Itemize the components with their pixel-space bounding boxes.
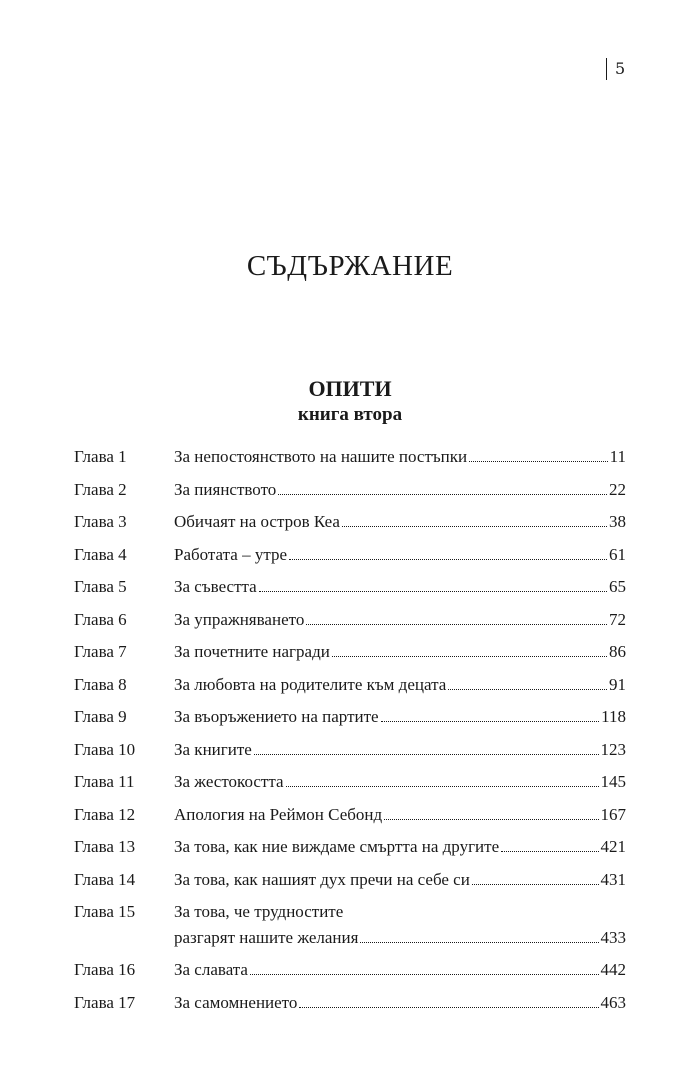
dot-leader <box>384 819 598 820</box>
dot-leader <box>286 786 599 787</box>
chapter-label: Глава 13 <box>74 837 136 856</box>
chapter-title: Обичаят на остров Кеа <box>174 512 340 531</box>
dot-leader <box>332 656 607 657</box>
toc-entry-4[interactable] <box>74 541 626 574</box>
dot-leader <box>448 689 607 690</box>
toc-entry-10[interactable] <box>74 736 626 769</box>
chapter-page: 22 <box>609 479 626 499</box>
toc-heading: СЪДЪРЖАНИЕ <box>246 250 454 282</box>
toc-entry-17[interactable] <box>74 989 626 1022</box>
toc-entry-7[interactable] <box>74 638 626 671</box>
chapter-title: разгарят нашите желания <box>174 928 359 947</box>
toc-entry-2[interactable] <box>74 476 626 509</box>
chapter-page: 118 <box>601 707 626 726</box>
chapter-page: 11 <box>609 447 626 466</box>
chapter-label: Глава 12 <box>74 804 136 824</box>
dot-leader <box>278 494 607 495</box>
chapter-title: За това, как ние виждаме смъртта на другите <box>174 837 500 856</box>
toc-entry-11[interactable] <box>74 768 626 801</box>
chapter-page: 463 <box>600 992 626 1012</box>
chapter-title: За почетните награди <box>174 642 330 661</box>
chapter-label: Глава 9 <box>74 707 127 726</box>
chapter-label: Глава 4 <box>74 544 127 564</box>
dot-leader <box>360 942 598 943</box>
chapter-title: За жестокостта <box>174 772 284 791</box>
chapter-page: 433 <box>600 928 626 947</box>
chapter-page: 65 <box>609 577 626 596</box>
toc-entry-16[interactable] <box>74 956 626 989</box>
chapter-label: Глава 17 <box>74 992 136 1012</box>
chapter-title: За съвестта <box>174 577 257 596</box>
chapter-page: 167 <box>600 804 626 824</box>
chapter-label: Глава 3 <box>74 512 127 531</box>
chapter-title: За непостоянството на нашите постъпки <box>174 447 468 466</box>
dot-leader <box>289 559 607 560</box>
chapter-title: За въоръжението на партите <box>174 707 379 726</box>
chapter-title: За книгите <box>174 739 252 759</box>
chapter-page: 38 <box>609 512 626 531</box>
chapter-page: 123 <box>600 739 626 759</box>
toc-entry-1[interactable] <box>74 443 626 476</box>
dot-leader <box>501 851 598 852</box>
chapter-label: Глава 11 <box>74 772 135 791</box>
dot-leader <box>299 1007 598 1008</box>
chapter-title: За упражняването <box>174 609 305 629</box>
chapter-title: За славата <box>174 960 248 979</box>
toc-entry-12[interactable] <box>74 801 626 834</box>
chapter-page: 442 <box>600 960 626 979</box>
chapter-page: 61 <box>609 544 626 564</box>
chapter-title: За това, как нашият дух пречи на себе си <box>174 869 470 889</box>
toc-entry-13[interactable] <box>74 833 626 866</box>
page-number-value: 5 <box>615 59 626 78</box>
chapter-label: Глава 14 <box>74 869 136 889</box>
dot-leader <box>469 461 607 462</box>
chapter-label: Глава 16 <box>74 960 136 979</box>
toc-entry-6[interactable] <box>74 606 626 639</box>
chapter-page: 91 <box>609 674 626 694</box>
chapter-page: 431 <box>600 869 626 889</box>
toc-entry-5[interactable] <box>74 573 626 606</box>
toc-entry-8[interactable] <box>74 671 626 704</box>
chapter-label: Глава 7 <box>74 642 127 661</box>
dot-leader <box>381 721 600 722</box>
chapter-page: 86 <box>609 642 626 661</box>
book-title: ОПИТИ <box>308 376 392 401</box>
toc-entry-9[interactable] <box>74 703 626 736</box>
chapter-page: 145 <box>600 772 626 791</box>
toc-entry-15[interactable] <box>74 898 626 956</box>
chapter-label: Глава 10 <box>74 739 136 759</box>
dot-leader <box>250 974 599 975</box>
chapter-label: Глава 2 <box>74 479 127 499</box>
dot-leader <box>259 591 607 592</box>
chapter-page: 72 <box>609 609 626 629</box>
chapter-label: Глава 1 <box>74 447 127 466</box>
chapter-label: Глава 5 <box>74 577 127 596</box>
dot-leader <box>472 884 599 885</box>
chapter-title: Апология на Реймон Себонд <box>174 804 383 824</box>
page-number-divider <box>606 58 607 80</box>
chapter-title: За пиянството <box>174 479 277 499</box>
book-subtitle: книга втора <box>297 404 403 425</box>
chapter-title: За самомнението <box>174 992 298 1012</box>
dot-leader <box>306 624 607 625</box>
toc-entry-14[interactable] <box>74 866 626 899</box>
chapter-title: За любовта на родителите към децата <box>174 674 447 694</box>
chapter-label: Глава 6 <box>74 609 127 629</box>
dot-leader <box>254 754 599 755</box>
dot-leader <box>342 526 607 527</box>
toc-entry-3[interactable] <box>74 508 626 541</box>
chapter-label: Глава 15 <box>74 902 136 921</box>
chapter-label: Глава 8 <box>74 674 127 694</box>
chapter-title-line-1: За това, че трудностите <box>174 902 344 921</box>
chapter-page: 421 <box>600 837 626 856</box>
page-number <box>606 58 625 80</box>
table-of-contents <box>74 443 626 1021</box>
chapter-title: Работата – утре <box>174 544 288 564</box>
